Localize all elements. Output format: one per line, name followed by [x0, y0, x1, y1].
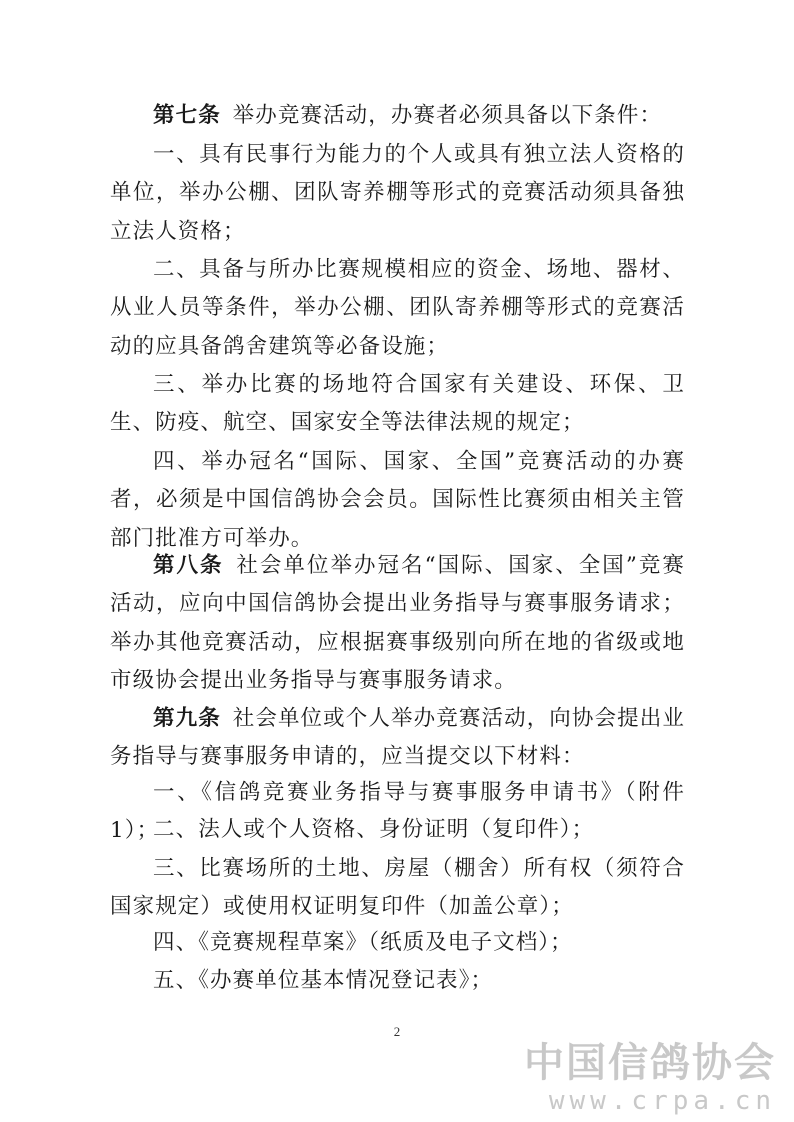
- article-8-heading: 第八条: [153, 553, 224, 578]
- article-7-text: 举办竞赛活动，办赛者必须具备以下条件：: [232, 103, 663, 128]
- article-9-item-1: 一、《信鸽竞赛业务指导与赛事服务申请书》（附件 1）；: [110, 780, 685, 844]
- article-7-heading: 第七条: [153, 103, 221, 128]
- article-7: [110, 97, 685, 135]
- article-8-text: 社会单位举办冠名“国际、国家、全国”竞赛活动，应向中国信鸽协会提出业务指导与赛事服务请求；举办其他竞赛活动，应根据赛事级别向所在地的省级或地市级协会提出业务指导与赛事服务请求。: [110, 553, 685, 694]
- page-number: 2: [393, 1024, 401, 1039]
- watermark: [524, 1040, 776, 1116]
- article-9-heading: 第九条: [153, 706, 221, 731]
- article-8: [110, 547, 685, 701]
- article-9-item-2: 二、法人或个人资格、身份证明（复印件）；: [153, 817, 595, 842]
- article-7-item-1: 一、具有民事行为能力的个人或具有独立法人资格的单位，举办公棚、团队寄养棚等形式的竞赛活动须具备独立法人资格；: [110, 142, 685, 244]
- watermark-name: 中国信鸽协会: [524, 1040, 776, 1086]
- article-9: [110, 700, 685, 777]
- article-9-item-3: 三、比赛场所的土地、房屋（棚舍）所有权（须符合国家规定）或使用权证明复印件（加盖公章）；: [110, 856, 685, 920]
- watermark-url: www.crpa.cn: [548, 1086, 776, 1116]
- article-7-item-2: 二、具备与所办比赛规模相应的资金、场地、器材、从业人员等条件，举办公棚、团队寄养棚等形式的竞赛活动的应具备鸽舍建筑等必备设施；: [110, 257, 685, 359]
- article-9-item-4: 四、《竞赛规程草案》（纸质及电子文档）；: [153, 930, 573, 955]
- article-9-text: 社会单位或个人举办竞赛活动，向协会提出业务指导与赛事服务申请的，应当提交以下材料：: [110, 706, 685, 770]
- article-9-item-5: 五、《办赛单位基本情况登记表》；: [153, 968, 494, 993]
- article-7-item-4: 四、举办冠名“国际、国家、全国”竞赛活动的办赛者，必须是中国信鸽协会会员。国际性比赛须由相关主管部门批准方可举办。: [110, 449, 685, 551]
- article-7-item-3: 三、举办比赛的场地符合国家有关建设、环保、卫生、防疫、航空、国家安全等法律法规的规定；: [110, 372, 685, 436]
